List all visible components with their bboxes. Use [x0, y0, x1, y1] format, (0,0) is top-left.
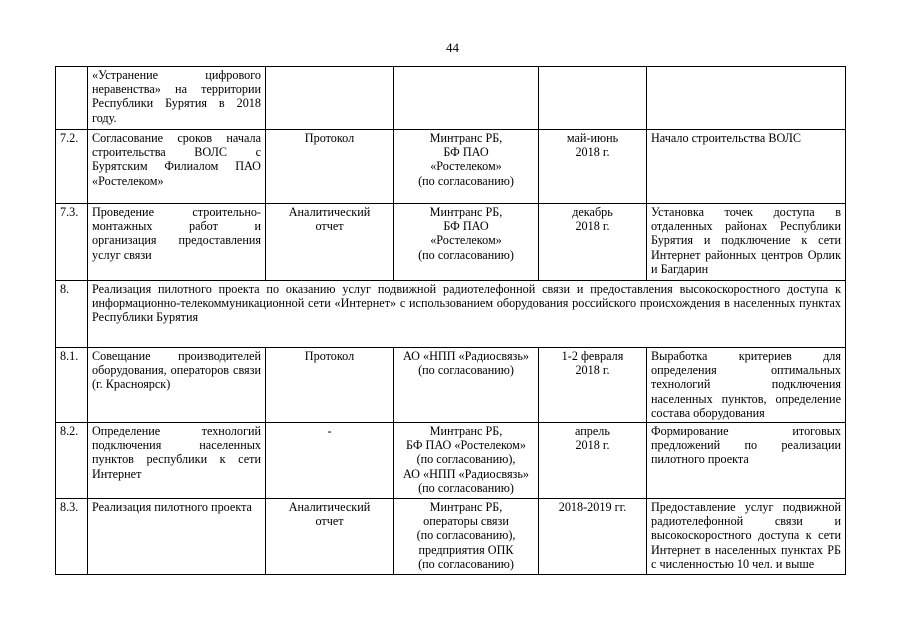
event-cell: Определение технологий подключения населенных пунктов республики к сети Интернет: [88, 423, 266, 499]
responsible-cell: [394, 67, 539, 130]
outcome-cell: Формирование итоговых предложений по реализации пилотного проекта: [647, 423, 846, 499]
outcome-cell: [647, 67, 846, 130]
deadline-cell: [539, 67, 647, 130]
row-number: [56, 67, 88, 130]
row-number: 7.2.: [56, 130, 88, 204]
row-number: 8.1.: [56, 348, 88, 423]
deadline-cell: апрель 2018 г.: [539, 423, 647, 499]
result-doc-cell: Аналитический отчет: [266, 204, 394, 281]
result-doc-cell: Протокол: [266, 348, 394, 423]
responsible-cell: Минтранс РБ, операторы связи (по согласованию), предприятия ОПК (по согласованию): [394, 499, 539, 575]
event-cell: Проведение строительно-монтажных работ и организация предоставления услуг связи: [88, 204, 266, 281]
row-number: 8.: [56, 281, 88, 348]
table-row: [56, 204, 846, 281]
result-doc-cell: Протокол: [266, 130, 394, 204]
plan-table: [55, 66, 846, 575]
section-title: Реализация пилотного проекта по оказанию услуг подвижной радиотелефонной связи и предоставления высокоскоростного доступа к информационно-телекоммуникационной сети «Интернет» с использованием оборудования российского происхождения в населенных пунктах Республики Бурятия: [88, 281, 846, 348]
table-row: [56, 499, 846, 575]
event-cell: «Устранение цифрового неравенства» на территории Республики Бурятия в 2018 году.: [88, 67, 266, 130]
table-row: [56, 348, 846, 423]
event-cell: Совещание производителей оборудования, операторов связи (г. Красноярск): [88, 348, 266, 423]
table-row: [56, 130, 846, 204]
outcome-cell: Выработка критериев для определения оптимальных технологий подключения населенных пунктов, определение состава оборудования: [647, 348, 846, 423]
responsible-cell: Минтранс РБ, БФ ПАО «Ростелеком» (по согласованию): [394, 130, 539, 204]
responsible-cell: Минтранс РБ, БФ ПАО «Ростелеком» (по согласованию), АО «НПП «Радиосвязь» (по согласованию): [394, 423, 539, 499]
outcome-cell: Начало строительства ВОЛС: [647, 130, 846, 204]
section-row: [56, 281, 846, 348]
table-row: [56, 67, 846, 130]
row-number: 7.3.: [56, 204, 88, 281]
table-row: [56, 423, 846, 499]
event-cell: Реализация пилотного проекта: [88, 499, 266, 575]
outcome-cell: Установка точек доступа в отдаленных районах Республики Бурятия и подключение к сети Интернет районных центров Орлик и Багдарин: [647, 204, 846, 281]
deadline-cell: 1-2 февраля 2018 г.: [539, 348, 647, 423]
responsible-cell: АО «НПП «Радиосвязь» (по согласованию): [394, 348, 539, 423]
row-number: 8.3.: [56, 499, 88, 575]
event-cell: Согласование сроков начала строительства ВОЛС с Бурятским Филиалом ПАО «Ростелеком»: [88, 130, 266, 204]
responsible-cell: Минтранс РБ, БФ ПАО «Ростелеком» (по согласованию): [394, 204, 539, 281]
page-number: 44: [446, 40, 459, 55]
result-doc-cell: [266, 67, 394, 130]
result-doc-cell: -: [266, 423, 394, 499]
deadline-cell: 2018-2019 гг.: [539, 499, 647, 575]
outcome-cell: Предоставление услуг подвижной радиотелефонной связи и высокоскоростного доступа к сети Интернет в населенных пунктах РБ с численностью 10 чел. и выше: [647, 499, 846, 575]
row-number: 8.2.: [56, 423, 88, 499]
deadline-cell: декабрь 2018 г.: [539, 204, 647, 281]
deadline-cell: май-июнь 2018 г.: [539, 130, 647, 204]
result-doc-cell: Аналитический отчет: [266, 499, 394, 575]
